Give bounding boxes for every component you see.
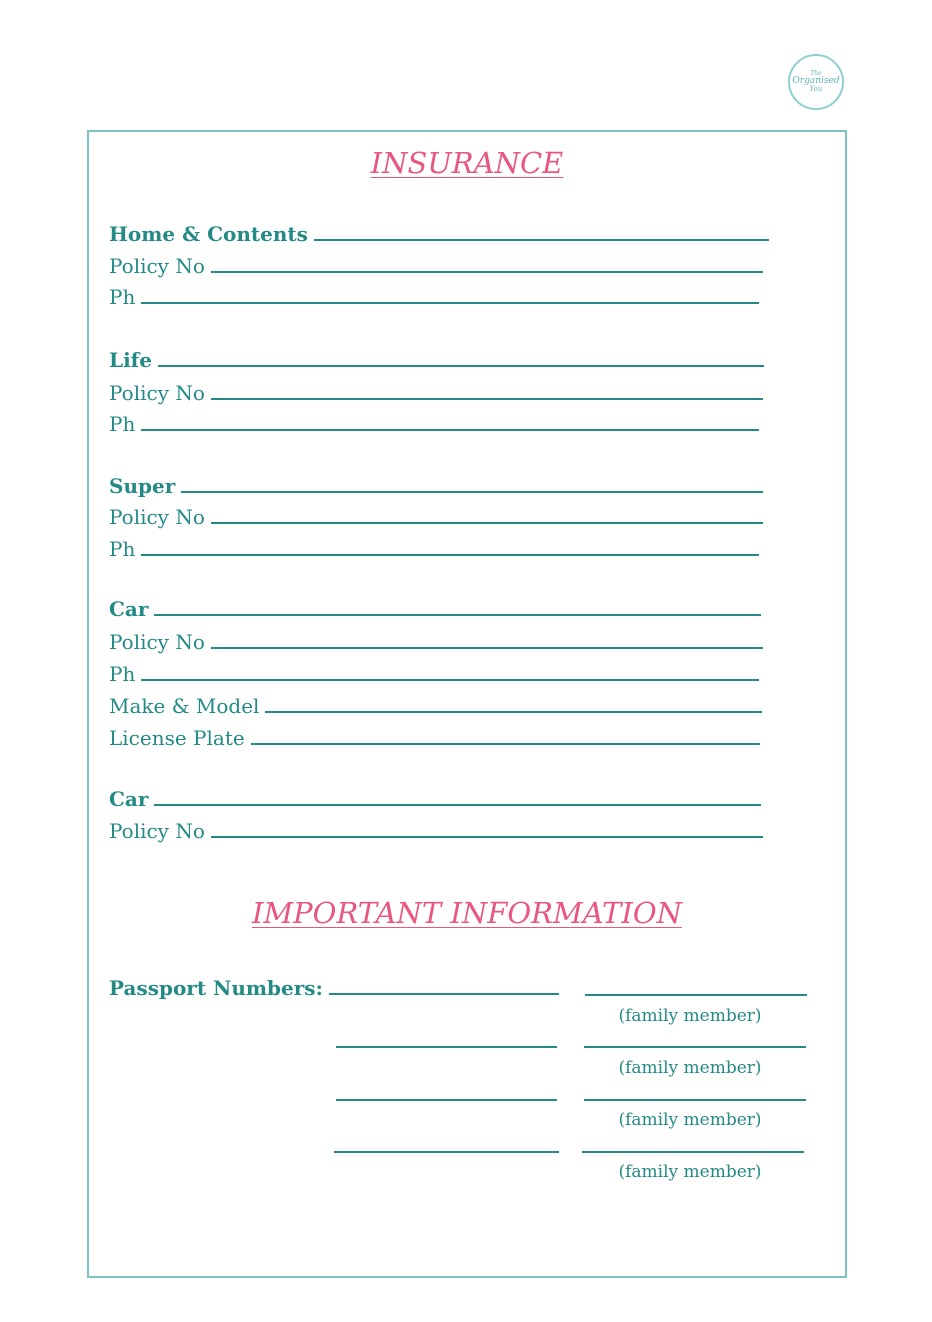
- passport-row-1: [109, 974, 559, 1000]
- car-phone-field[interactable]: [141, 679, 759, 681]
- passport-number-field-2[interactable]: [336, 1046, 557, 1048]
- field-label: Make & Model: [109, 694, 260, 718]
- super-field[interactable]: [181, 491, 763, 493]
- car-row: [109, 595, 761, 621]
- logo-line-2: Organised: [792, 76, 840, 86]
- family-member-caption-2: (family member): [618, 1058, 762, 1078]
- field-label: Life: [109, 348, 152, 372]
- family-member-field-3[interactable]: [584, 1099, 806, 1101]
- family-member-caption-1: (family member): [618, 1006, 762, 1026]
- super-phone-field[interactable]: [141, 554, 759, 556]
- family-member-field-2[interactable]: [584, 1046, 806, 1048]
- field-label: Ph: [109, 412, 136, 436]
- license-plate-row: [109, 724, 760, 750]
- car-2-policy-no-field[interactable]: [211, 836, 763, 838]
- super-policy-no-field[interactable]: [211, 522, 763, 524]
- passport-label: Passport Numbers:: [109, 976, 323, 1000]
- logo-line-3: You: [809, 85, 823, 93]
- field-label: Policy No: [109, 254, 205, 278]
- important-information-title: IMPORTANT INFORMATION: [252, 896, 682, 930]
- field-label: Policy No: [109, 819, 205, 843]
- field-label: Super: [109, 474, 176, 498]
- family-member-caption-4: (family member): [618, 1162, 762, 1182]
- car-2-field[interactable]: [154, 804, 761, 806]
- car-2-policy-row: [109, 817, 763, 843]
- field-label: Policy No: [109, 630, 205, 654]
- home-phone-field[interactable]: [141, 302, 759, 304]
- home-contents-field[interactable]: [314, 239, 769, 241]
- passport-number-field-4[interactable]: [334, 1151, 559, 1153]
- passport-number-field-1[interactable]: [329, 993, 559, 995]
- car-2-row: [109, 785, 761, 811]
- family-member-caption-3: (family member): [618, 1110, 762, 1130]
- field-label: License Plate: [109, 726, 245, 750]
- organised-you-logo: [788, 54, 844, 110]
- home-policy-no-field[interactable]: [211, 271, 763, 273]
- make-model-row: [109, 692, 762, 718]
- life-policy-row: [109, 379, 763, 405]
- field-label: Policy No: [109, 381, 205, 405]
- car-field[interactable]: [154, 614, 761, 616]
- home-contents-row: [109, 220, 769, 246]
- make-model-field[interactable]: [265, 711, 762, 713]
- home-phone-row: [109, 283, 759, 309]
- passport-number-field-3[interactable]: [336, 1099, 557, 1101]
- field-label: Ph: [109, 285, 136, 309]
- life-row: [109, 346, 764, 372]
- field-label: Policy No: [109, 505, 205, 529]
- life-policy-no-field[interactable]: [211, 398, 763, 400]
- life-field[interactable]: [158, 365, 764, 367]
- insurance-title: INSURANCE: [370, 146, 564, 180]
- life-phone-field[interactable]: [141, 429, 759, 431]
- super-policy-row: [109, 503, 763, 529]
- logo-line-1: The: [810, 70, 822, 77]
- field-label: Car: [109, 597, 149, 621]
- license-plate-field[interactable]: [251, 743, 760, 745]
- field-label: Ph: [109, 662, 136, 686]
- life-phone-row: [109, 410, 759, 436]
- family-member-field-1[interactable]: [585, 994, 807, 996]
- family-member-field-4[interactable]: [582, 1151, 804, 1153]
- super-row: [109, 472, 763, 498]
- car-policy-no-field[interactable]: [211, 647, 763, 649]
- field-label: Ph: [109, 537, 136, 561]
- car-phone-row: [109, 660, 759, 686]
- field-label: Home & Contents: [109, 222, 308, 246]
- super-phone-row: [109, 535, 759, 561]
- field-label: Car: [109, 787, 149, 811]
- car-policy-row: [109, 628, 763, 654]
- home-policy-row: [109, 252, 763, 278]
